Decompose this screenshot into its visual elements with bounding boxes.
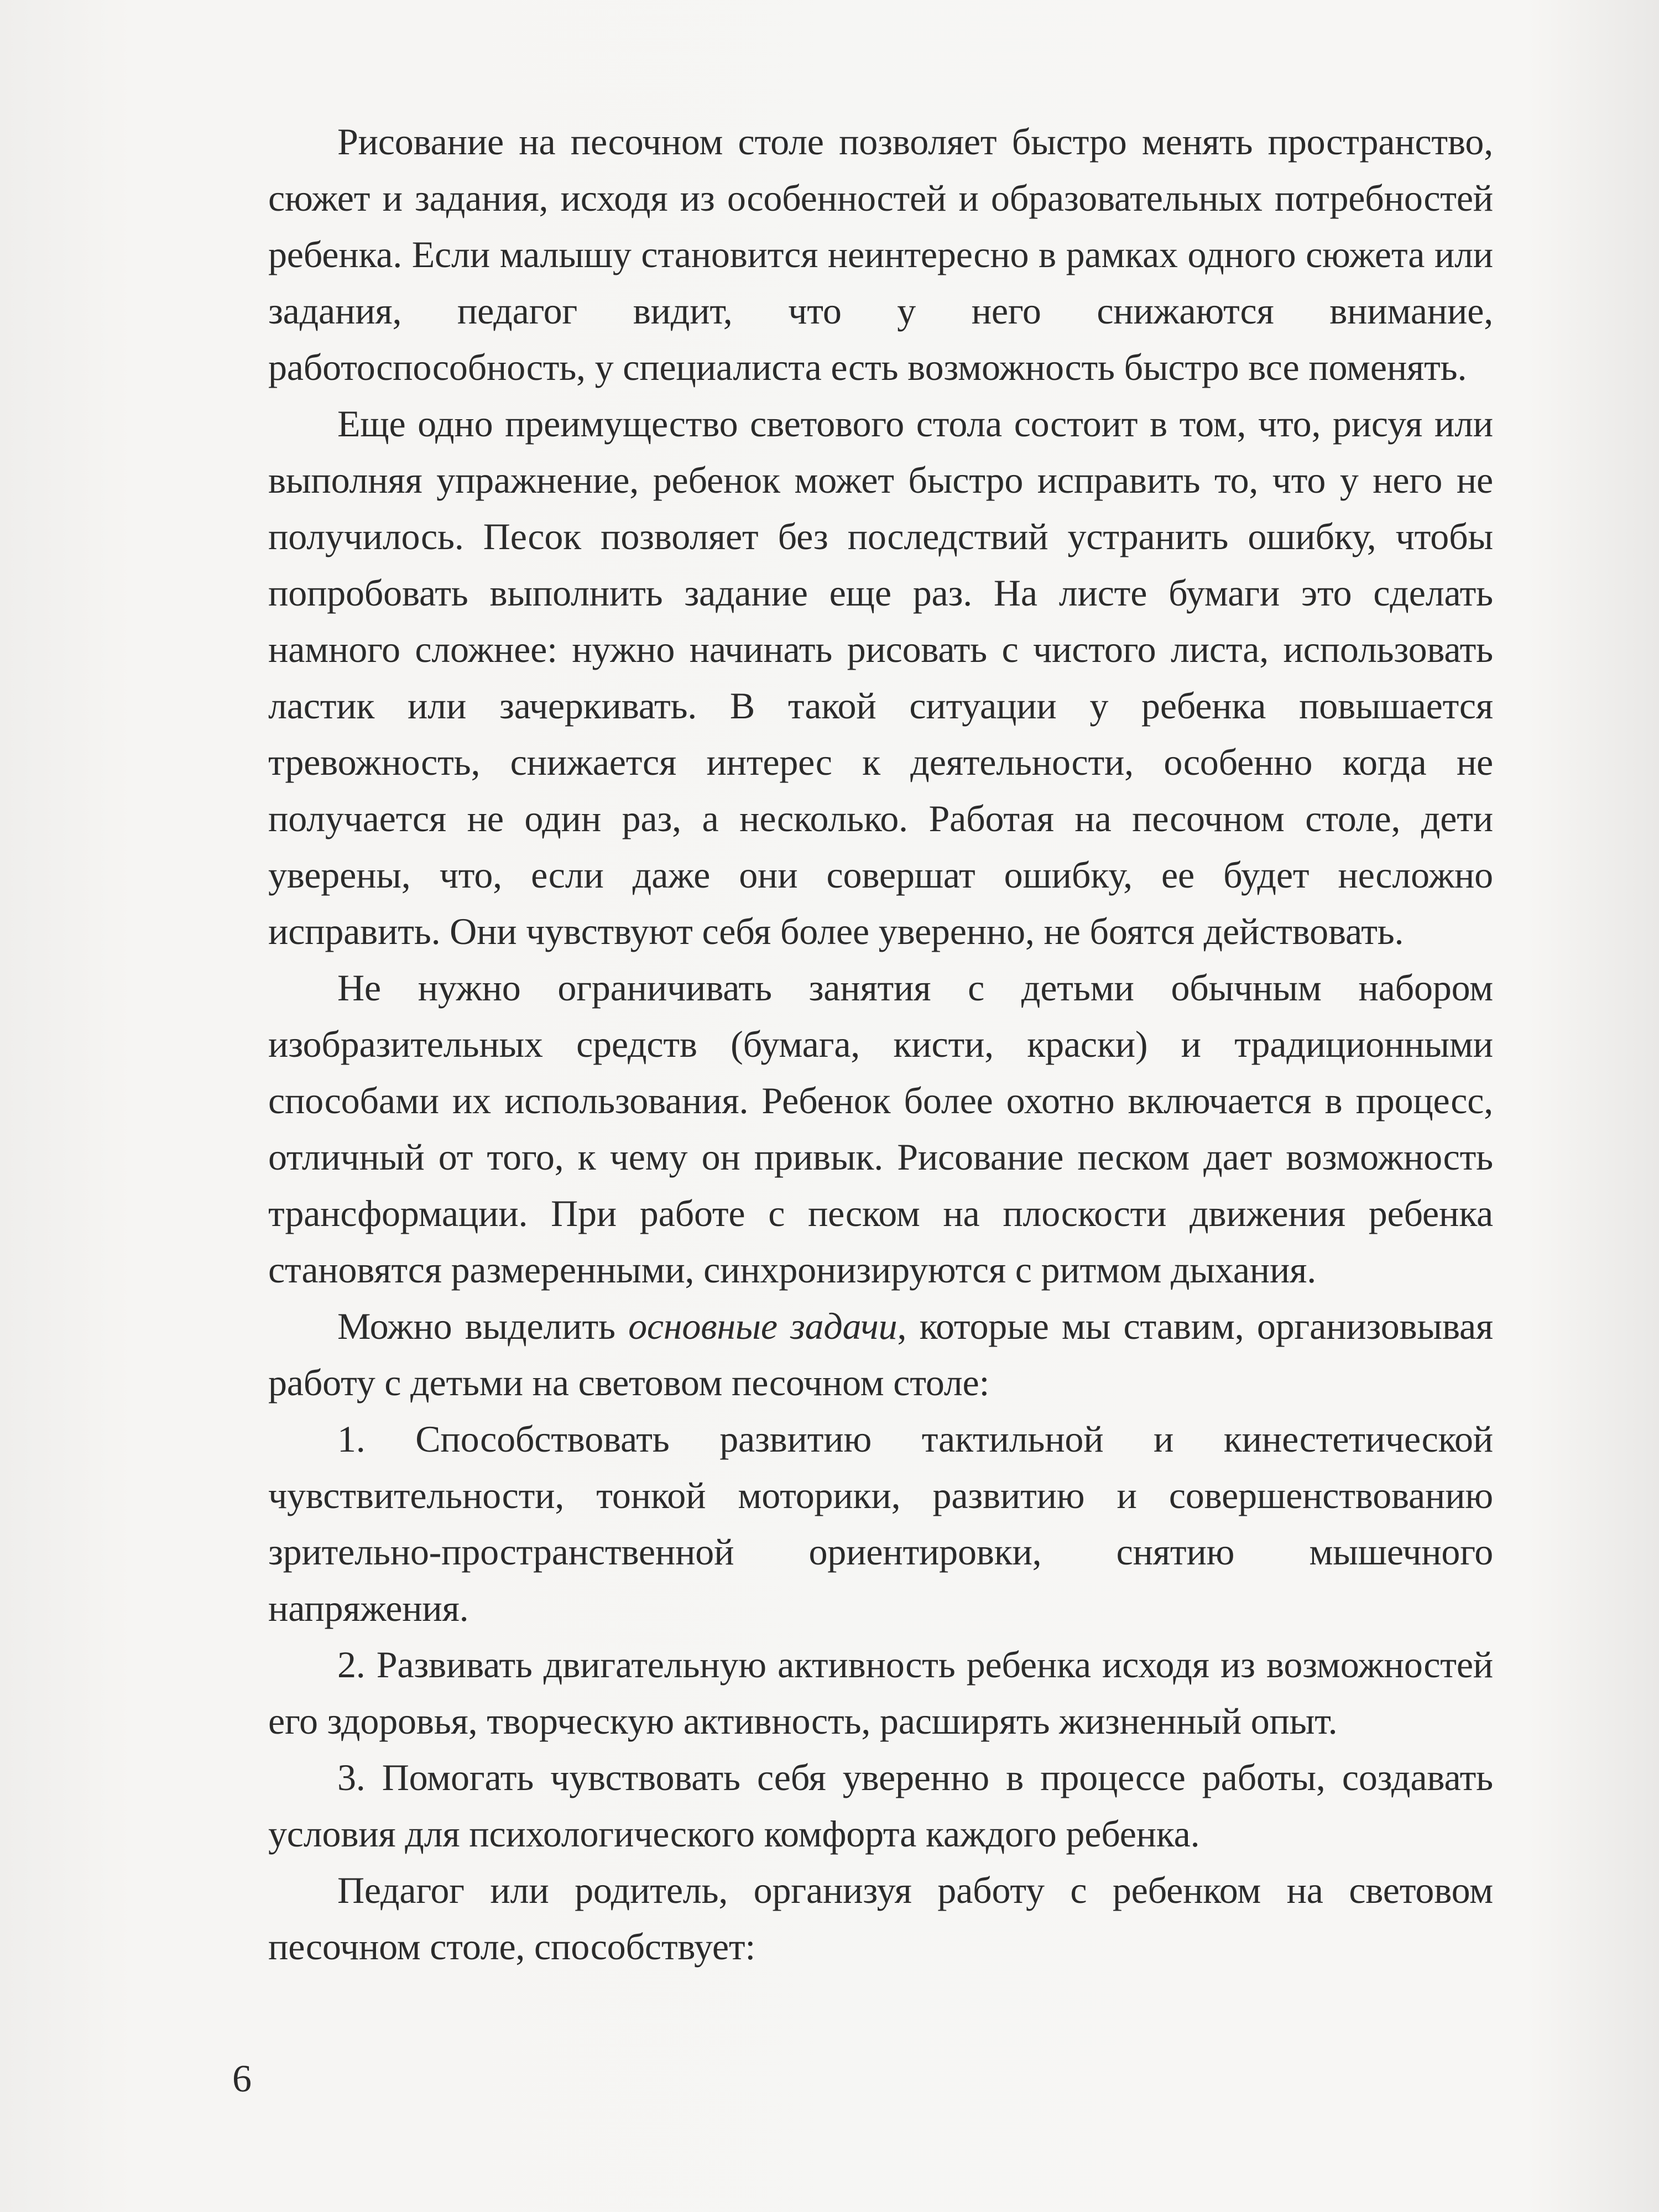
main-tasks-emphasis: основные задачи [628,1305,898,1347]
page-number: 6 [232,2058,252,2100]
paragraph-task-3: 3. Помогать чувствовать себя уверенно в процессе работы, создавать условия для психологического комфорта каждого ребенка. [268,1756,1493,1855]
paragraph-task-2: 2. Развивать двигательную активность ребенка исходя из возможностей его здоровья, творческую активность, расширять жизненный опыт. [268,1644,1493,1742]
paragraph-sand-drawing-flexibility: Рисование на песочном столе позволяет быстро менять пространство, сюжет и задания, исходя из особенностей и образовательных потребностей ребенка. Если малышу становится неинтересно в рамках одного сюжета или задания, педагог видит, что у него снижаются внимание, работоспособность, у специалиста есть возможность быстро все поменять. [268,121,1493,388]
paragraph-main-tasks-intro [268,1298,1493,1411]
paragraph-unusual-materials: Не нужно ограничивать занятия с детьми обычным набором изобразительных средств (бумага, кисти, краски) и традиционными способами их использования. Ребенок более охотно включается в процесс, отличный от того, к чему он привык. Рисование песком дает возможность трансформации. При работе с песком на плоскости движения ребенка становятся размеренными, синхронизируются с ритмом дыхания. [268,967,1493,1291]
body-text [268,113,1493,1975]
paragraph-light-table-advantage: Еще одно преимущество светового стола состоит в том, что, рисуя или выполняя упражнение, ребенок может быстро исправить то, что у него не получилось. Песок позволяет без последствий устранить ошибку, чтобы попробовать выполнить задание еще раз. На листе бумаги это сделать намного сложнее: нужно начинать рисовать с чистого листа, использовать ластик или зачеркивать. В такой ситуации у ребенка повышается тревожность, снижается интерес к деятельности, особенно когда не получается не один раз, а несколько. Работая на песочном столе, дети уверены, что, если даже они совершат ошибку, ее будет несложно исправить. Они чувствуют себя более уверенно, не боятся действовать. [268,403,1493,952]
paragraph-task-1: 1. Способствовать развитию тактильной и кинестетической чувствительности, тонкой моторики, развитию и совершенствованию зрительно-пространственной ориентировки, снятию мышечного напряжения. [268,1418,1493,1629]
main-tasks-intro-before: Можно выделить [337,1305,629,1347]
paragraph-teacher-or-parent: Педагог или родитель, организуя работу с ребенком на световом песочном столе, способствует: [268,1869,1493,1968]
main-tasks-intro-after: , которые мы ставим, организовывая работу с детьми на световом песочном столе: [268,1305,1494,1404]
